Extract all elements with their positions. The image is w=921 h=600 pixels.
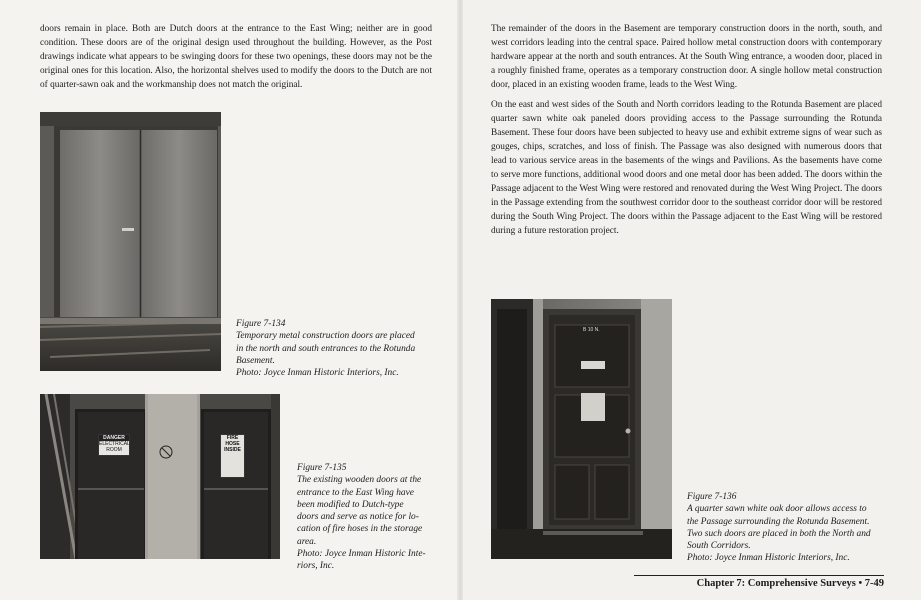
caption-line: Temporary metal construction doors are placed bbox=[236, 331, 415, 342]
figure-136-photo bbox=[491, 299, 672, 559]
figure-134-caption bbox=[236, 318, 436, 379]
caption-line: doors and serve as notice for lo- bbox=[297, 512, 419, 523]
caption-line: Photo: Joyce Inman Historic Interiors, Inc. bbox=[687, 553, 850, 564]
caption-line: Photo: Joyce Inman Historic Interiors, Inc. bbox=[236, 368, 399, 379]
caption-line: area. bbox=[297, 536, 317, 547]
figure-135-photo bbox=[40, 394, 280, 559]
right-paragraph-1: The remainder of the doors in the Basement are temporary construction doors in the north, south, and west corridors leading into the central space. Paired hollow metal construction doors with contemporary hardware appear at the north and south entrances. At the South Wing entrance, a wooden door, placed in a roughly finished frame, operates as a temporary construction door. A single hollow metal construction door, placed in an existing wooden frame, leads to the West Wing. bbox=[491, 24, 882, 90]
right-paragraph-2: On the east and west sides of the South and North corridors leading to the Rotunda Basement are placed quarter sawn white oak paneled doors providing access to the Passage surrounding the Rotunda Basement. These four doors have been subjected to heavy use and exhibit extreme signs of wear such as gouges, chips, scratches, and loss of finish. The Passage was also designed with numerous doors that lead to various service areas in the basements of the wings and Pavilions. As the basements have come to serve more functions, additional wood doors and one metal door has been added. The doors within the Passage adjacent to the West Wing were restored and renovated during the West Wing Project. The doors in the Passage extending from the southwest corridor door to the southeast corridor door will be restored during the South Wing Project. The doors within the Passage adjacent to the East Wing will be restored during a future restoration project. bbox=[491, 100, 882, 236]
figure-134-title: Figure 7-134 bbox=[236, 319, 286, 329]
caption-line: Two such doors are placed in both the North and bbox=[687, 528, 871, 539]
caption-line: riors, Inc. bbox=[297, 561, 335, 572]
figure-135-title: Figure 7-135 bbox=[297, 463, 347, 473]
caption-line: Basement. bbox=[236, 355, 275, 366]
fire-sign-line: HOSE bbox=[225, 441, 240, 447]
left-paragraph: doors remain in place. Both are Dutch doors at the entrance to the East Wing; neither are in good condition. These doors are of the original design used throughout the building. However, as the Post drawings indicate what appears to be swinging doors for these two openings, these doors may not be the original ones for this location. Also, the horizontal shelves used to modify the doors to the Dutch are not of quarter-sawn oak and the workmanship does not match the original. bbox=[40, 24, 432, 90]
figure-135-caption bbox=[297, 462, 433, 573]
caption-line: entrance to the East Wing have bbox=[297, 487, 414, 498]
danger-sign-line: ELECTRICAL bbox=[99, 441, 130, 447]
danger-sign bbox=[98, 434, 130, 456]
caption-line: Photo: Joyce Inman Historic Inte- bbox=[297, 549, 426, 560]
caption-line: South Corridors. bbox=[687, 541, 751, 552]
fire-hose-sign bbox=[220, 434, 245, 478]
danger-sign-line: ROOM bbox=[106, 447, 122, 453]
caption-line: been modified to Dutch-type bbox=[297, 499, 404, 510]
book-gutter bbox=[457, 0, 463, 600]
caption-line: A quarter sawn white oak door allows access to bbox=[687, 504, 867, 515]
caption-line: The existing wooden doors at the bbox=[297, 475, 422, 486]
danger-sign-line: DANGER bbox=[99, 435, 129, 441]
caption-line: in the north and south entrances to the Rotunda bbox=[236, 343, 416, 354]
door-number-label: B 10 N. bbox=[583, 327, 600, 333]
fire-sign-line: INSIDE bbox=[224, 447, 241, 453]
figure-136-caption bbox=[687, 491, 887, 565]
page-footer: Chapter 7: Comprehensive Surveys • 7-49 bbox=[696, 578, 884, 589]
metal-doors-illustration bbox=[40, 112, 221, 371]
footer-rule bbox=[634, 575, 884, 576]
fire-sign-line: FIRE bbox=[226, 435, 239, 441]
figure-136-title: Figure 7-136 bbox=[687, 492, 737, 502]
caption-line: cation of fire hoses in the storage bbox=[297, 524, 423, 535]
oak-door-illustration bbox=[491, 299, 672, 559]
caption-line: the Passage surrounding the Rotunda Basement. bbox=[687, 516, 870, 527]
figure-134-photo bbox=[40, 112, 221, 371]
